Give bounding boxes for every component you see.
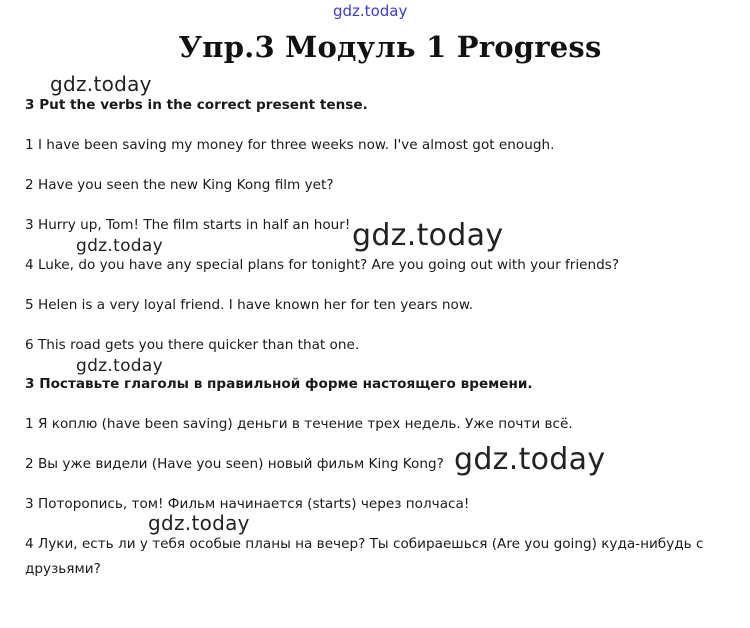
watermark: gdz.today xyxy=(352,218,504,253)
watermark: gdz.today xyxy=(454,442,606,477)
russian-line-2: 2 Вы уже видели (Have you seen) новый фильм King Kong? xyxy=(25,456,444,472)
english-line-2: 2 Have you seen the new King Kong film yet? xyxy=(25,177,334,193)
english-heading: 3 Put the verbs in the correct present tense. xyxy=(25,97,368,113)
russian-line-4-continued: друзьями? xyxy=(25,561,101,577)
english-line-3: 3 Hurry up, Tom! The film starts in half an hour! xyxy=(25,217,351,233)
english-line-5: 5 Helen is a very loyal friend. I have known her for ten years now. xyxy=(25,297,474,313)
watermark: gdz.today xyxy=(76,236,163,256)
watermark-top: gdz.today xyxy=(333,2,408,20)
russian-line-4: 4 Луки, есть ли у тебя особые планы на вечер? Ты собираешься (Are you going) куда-нибудь с xyxy=(25,536,704,552)
russian-line-1: 1 Я коплю (have been saving) деньги в течение трех недель. Уже почти всё. xyxy=(25,416,573,432)
english-line-6: 6 This road gets you there quicker than that one. xyxy=(25,337,360,353)
english-line-1: 1 I have been saving my money for three weeks now. I've almost got enough. xyxy=(25,137,555,153)
watermark: gdz.today xyxy=(76,356,163,376)
page-title: Упр.3 Модуль 1 Progress xyxy=(178,30,602,64)
watermark: gdz.today xyxy=(148,511,250,535)
russian-line-3: 3 Поторопись, том! Фильм начинается (starts) через полчаса! xyxy=(25,496,470,512)
russian-heading: 3 Поставьте глаголы в правильной форме настоящего времени. xyxy=(25,376,533,392)
watermark: gdz.today xyxy=(50,72,152,96)
english-line-4: 4 Luke, do you have any special plans for tonight? Are you going out with your friends? xyxy=(25,257,620,273)
